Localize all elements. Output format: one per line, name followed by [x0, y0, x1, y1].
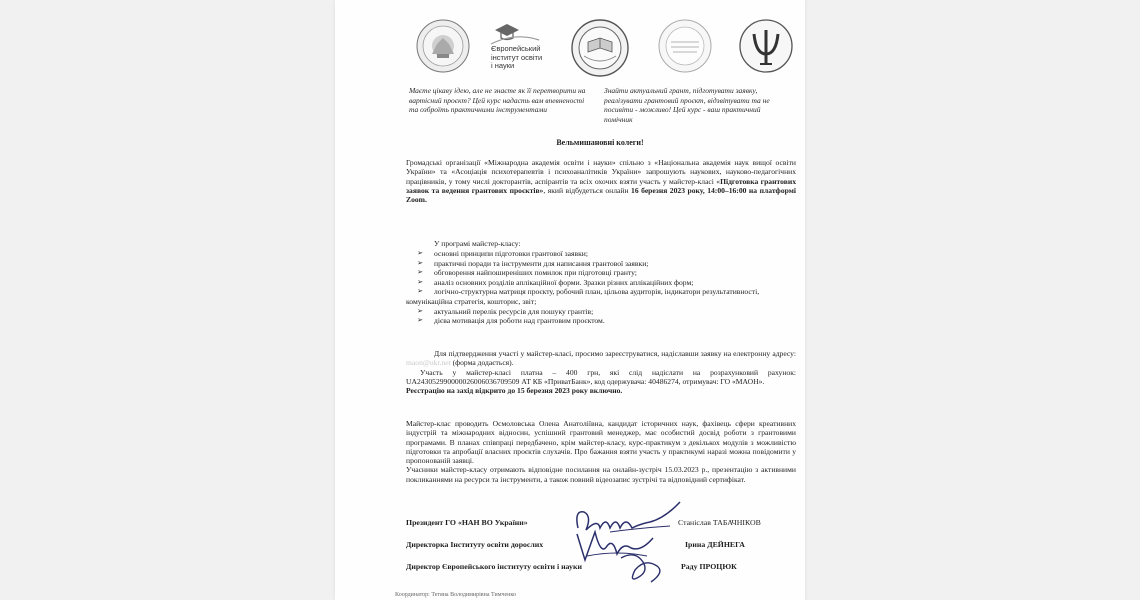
program-intro: У програмі майстер-класу:	[434, 239, 521, 248]
program-list	[406, 249, 798, 326]
logo-text-line1: Європейський	[491, 44, 541, 53]
list-item: ➢ аналіз основних розділів аплікаційної форми. Зразки різних аплікаційних форм;	[406, 278, 798, 288]
salutation-heading: Вельмишановні колеги!	[556, 138, 644, 147]
signature-protsiuk	[615, 548, 675, 588]
signatory-title: Президент ГО «НАН ВО України»	[406, 518, 528, 527]
arrow-bullet-icon: ➢	[417, 249, 423, 257]
tagline-right: Знайти актуальний грант, підготувати заявку, реалізувати грантовий проєкт, відзвітувати та не посивіти - можливо! Цей курс - ваш практичний помічник	[604, 86, 770, 124]
footer-coordinator: Координатор: Тетяна Володимирівна Тимченко	[395, 592, 517, 598]
arrow-bullet-icon: ➢	[417, 287, 423, 296]
arrow-bullet-icon: ➢	[417, 258, 423, 267]
list-item: ➢ актуальний перелік ресурсів для пошуку грантів;	[406, 307, 798, 317]
list-item: ➢ обговорення найпоширеніших помилок при підготовці гранту;	[406, 268, 798, 278]
intro-paragraph	[406, 158, 796, 204]
logo-text-line3: і науки	[491, 61, 515, 70]
adult-education-institute-logo	[657, 18, 713, 79]
psi-logo	[738, 18, 794, 79]
registration-email: maon@ukr.net	[406, 358, 451, 368]
registration-text-end: (форма додається).	[450, 358, 514, 368]
european-institute-logo	[487, 18, 567, 79]
arrow-bullet-icon: ➢	[417, 277, 423, 286]
signatory-name: Ірина ДЕЙНЕГА	[685, 540, 745, 549]
author-info: Майстер-клас проводить Осмоловська Олена Анатоліївна, кандидат історичних наук, фахівець сфери креативних індустрій та міжнародних відносин, успішний грантовий менеджер, має особистий досвід роботи з грантовими програмами. В планах співпраці передбачено, крім майстер-класу, курс-практикум з декількох модулів з можливістю підготовки та апробації власних проєктів слухачів. Про бажання взяти участь у практикумі наразі можна повідомити у пропонованій заявці.	[406, 419, 796, 466]
intro-date: 16 березня 2023 року, 14:00–16:00 на платформі Zoom.	[406, 185, 796, 205]
signatory-title: Директорка Інституту освіти дорослих	[406, 540, 544, 549]
arrow-bullet-icon: ➢	[417, 316, 423, 325]
signatory-title: Директор Європейського інституту освіти і науки	[406, 562, 582, 571]
signatory-name: Раду ПРОЦЮК	[681, 562, 737, 571]
list-item: ➢ практичні поради та інструменти для написання грантової заявки;	[406, 259, 798, 269]
intro-text-1: Громадські організації «Міжнародна академія освіти і науки» спільно з «Національна академія наук вищої освіти України» та «Асоціація психотерапевтів і психоаналітиків України» запрошують наукових, науково-педагогічних працівників, у тому числі докторантів, аспірантів та всіх охочих взяти участь у майстер-класі «	[406, 158, 796, 186]
signatory-name: Станіслав ТАБАЧНІКОВ	[678, 518, 761, 527]
intro-course-title: Підготовка грантових заявок та ведення грантових проєктів»	[406, 176, 796, 195]
registration-deadline: Реєстрацію на захід відкрито до 15 березня 2023 року включно.	[406, 386, 623, 396]
list-item: ➢ основні принципи підготовки грантової заявки;	[406, 249, 798, 259]
intro-text-2: , який відбудеться онлайн	[543, 185, 632, 195]
participants-info: Учасники майстер-класу отримають відповідне посилання на онлайн-зустріч 15.03.2023 р., презентацію з активними покликаннями на ресурси та інструменти, а також повний відеозапис зустрічі та відповідний сертифікат.	[406, 465, 796, 484]
payment-text: Участь у майстер-класі платна – 400 грн, які слід надіслати на розрахунковий рахунок: UA243052990000026006036709509 АТ КБ «ПриватБанк», код одержувача: 40486274, отримувач: ГО «МАОН».	[406, 367, 796, 386]
logo-text-line2: інститут освіти	[491, 52, 543, 62]
list-item: ➢ логічно-структурна матриця проєкту, робочий план, цільова аудиторія, індикатори результативності, комунікаційна стратегія, кошторис, звіт;	[406, 287, 760, 306]
author-paragraph	[406, 419, 796, 484]
academy-seal-logo	[415, 18, 471, 79]
registration-text: Для підтвердження участі у майстер-класі, просимо зареєструватися, надіславши заявку на електронну адресу:	[434, 349, 796, 358]
list-item: ➢ дієва мотивація для роботи над грантовим проєктом.	[406, 316, 798, 326]
document-page	[335, 0, 805, 600]
logos-row	[415, 18, 795, 84]
book-seal-logo	[570, 18, 630, 83]
arrow-bullet-icon: ➢	[417, 306, 423, 315]
registration-paragraph	[406, 349, 796, 395]
tagline-left: Маєте цікаву ідею, але не знаєте як її перетворити на вартісний проєкт? Цей курс надасть вам впевненості та озброїть практичними інструментами	[409, 86, 586, 115]
arrow-bullet-icon: ➢	[417, 268, 423, 277]
